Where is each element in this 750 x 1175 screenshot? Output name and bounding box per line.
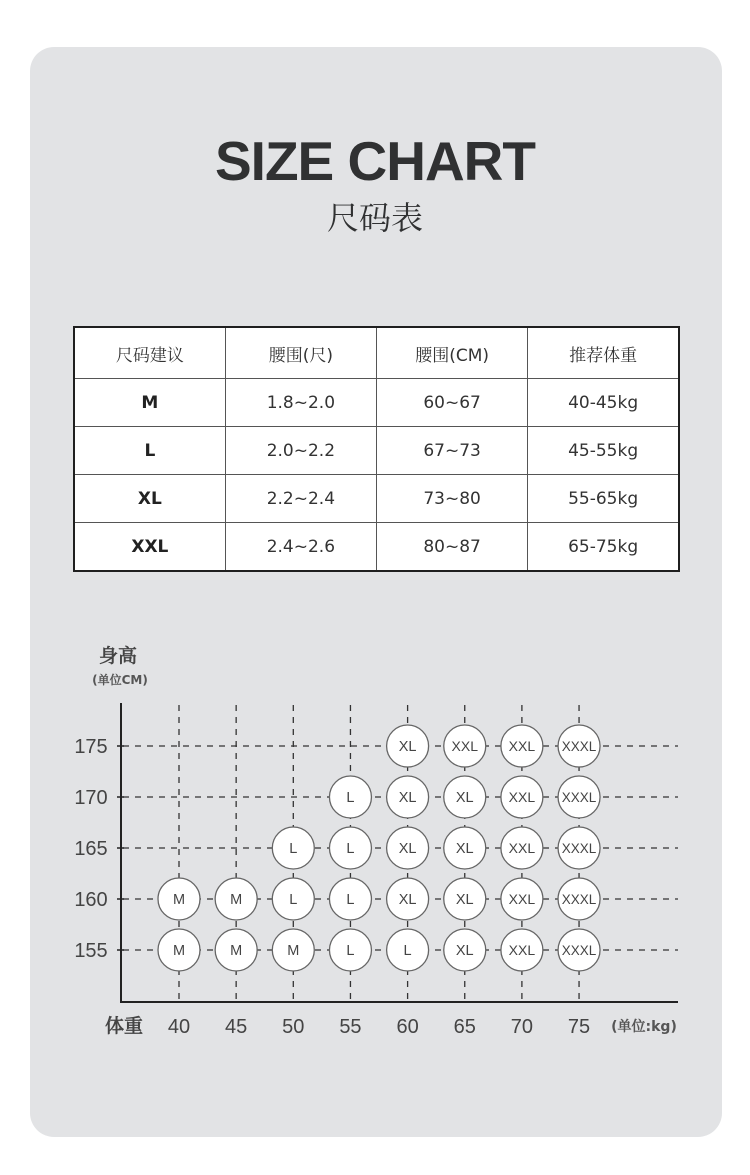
- size-marker: [558, 827, 600, 869]
- size-label: M: [287, 943, 300, 959]
- table-cell: XL: [74, 475, 225, 523]
- x-tick-label: 75: [567, 1016, 591, 1038]
- size-marker: [272, 929, 314, 971]
- page-subtitle: 尺码表: [326, 199, 423, 237]
- size-marker: [329, 878, 371, 920]
- size-marker: [501, 776, 543, 818]
- size-label: L: [289, 892, 298, 908]
- size-marker: [387, 929, 429, 971]
- table-cell: L: [74, 427, 225, 475]
- y-tick-label: 175: [74, 736, 108, 758]
- size-marker: [329, 776, 371, 818]
- size-marker: [158, 929, 200, 971]
- size-marker: [558, 929, 600, 971]
- table-header: 尺码建议: [74, 327, 225, 379]
- table-header: 腰围(尺): [225, 327, 376, 379]
- table-cell: 80~87: [377, 523, 528, 572]
- table-cell: 1.8~2.0: [225, 379, 376, 427]
- table-cell: 2.2~2.4: [225, 475, 376, 523]
- size-marker: [558, 725, 600, 767]
- size-marker: [272, 878, 314, 920]
- size-label: M: [230, 943, 243, 959]
- y-tick-label: 160: [74, 889, 108, 911]
- size-label: XL: [455, 892, 474, 908]
- size-label: XXL: [451, 738, 478, 754]
- table-cell: 55-65kg: [528, 475, 679, 523]
- size-label: XXL: [508, 738, 536, 754]
- y-axis-unit: (单位CM): [92, 673, 148, 687]
- size-marker: [444, 776, 486, 818]
- size-marker: [444, 878, 486, 920]
- size-label: XL: [398, 790, 417, 806]
- size-label: L: [289, 841, 298, 857]
- table-cell: 2.0~2.2: [225, 427, 376, 475]
- size-marker: [272, 827, 314, 869]
- page-title: SIZE CHART: [215, 130, 535, 192]
- y-tick-label: 165: [74, 838, 108, 860]
- table-cell: M: [74, 379, 225, 427]
- size-label: XXXL: [561, 739, 597, 754]
- size-label: L: [346, 892, 355, 908]
- size-marker: [444, 725, 486, 767]
- size-marker: [501, 725, 543, 767]
- table-cell: 60~67: [377, 379, 528, 427]
- y-tick-label: 170: [74, 787, 108, 809]
- table-cell: 65-75kg: [528, 523, 679, 572]
- x-tick-label: 40: [167, 1016, 191, 1038]
- size-label: XXXL: [561, 790, 597, 805]
- x-tick-label: 50: [282, 1016, 305, 1038]
- size-marker: [501, 827, 543, 869]
- x-tick-label: 55: [339, 1016, 362, 1038]
- size-label: XL: [455, 841, 474, 857]
- y-tick-label: 155: [74, 940, 108, 962]
- size-label: M: [172, 943, 186, 959]
- x-axis-label: 体重: [104, 1015, 144, 1037]
- size-label: XL: [398, 739, 417, 755]
- size-label: L: [346, 943, 355, 959]
- size-label: XL: [398, 892, 417, 908]
- size-marker: [501, 878, 543, 920]
- size-marker: [501, 929, 543, 971]
- table-cell: 45-55kg: [528, 427, 679, 475]
- size-marker: [158, 878, 200, 920]
- table-cell: 2.4~2.6: [225, 523, 376, 572]
- table-cell: 73~80: [377, 475, 528, 523]
- size-label: XL: [455, 943, 474, 959]
- size-label: XL: [455, 790, 474, 806]
- size-label: L: [346, 841, 355, 857]
- size-marker: [329, 827, 371, 869]
- table-header: 腰围(CM): [377, 327, 528, 379]
- size-label: L: [346, 790, 355, 806]
- table-cell: 40-45kg: [528, 379, 679, 427]
- size-marker: [215, 929, 257, 971]
- x-tick-label: 70: [510, 1016, 534, 1038]
- y-axis-label: 身高: [98, 645, 138, 667]
- size-label: XXXL: [561, 943, 597, 958]
- size-marker: [387, 827, 429, 869]
- size-marker: [444, 929, 486, 971]
- table-header: 推荐体重: [528, 327, 679, 379]
- x-tick-label: 45: [225, 1016, 248, 1038]
- size-label: XXL: [508, 942, 536, 958]
- x-tick-label: 65: [453, 1016, 476, 1038]
- size-label: XL: [398, 841, 417, 857]
- size-label: XXL: [508, 840, 536, 856]
- size-label: M: [230, 892, 243, 908]
- size-label: XXXL: [561, 892, 597, 907]
- size-marker: [387, 878, 429, 920]
- size-marker: [558, 776, 600, 818]
- x-tick-label: 60: [396, 1016, 419, 1038]
- size-label: XXL: [508, 789, 536, 805]
- size-label: XXXL: [561, 841, 597, 856]
- size-marker: [444, 827, 486, 869]
- size-marker: [387, 776, 429, 818]
- size-marker: [215, 878, 257, 920]
- x-axis-unit: (单位:kg): [611, 1019, 677, 1035]
- size-label: M: [172, 892, 186, 908]
- size-marker: [329, 929, 371, 971]
- table-cell: 67~73: [377, 427, 528, 475]
- size-marker: [558, 878, 600, 920]
- table-cell: XXL: [74, 523, 225, 572]
- size-label: XXL: [508, 891, 536, 907]
- size-marker: [387, 725, 429, 767]
- size-label: L: [403, 943, 412, 959]
